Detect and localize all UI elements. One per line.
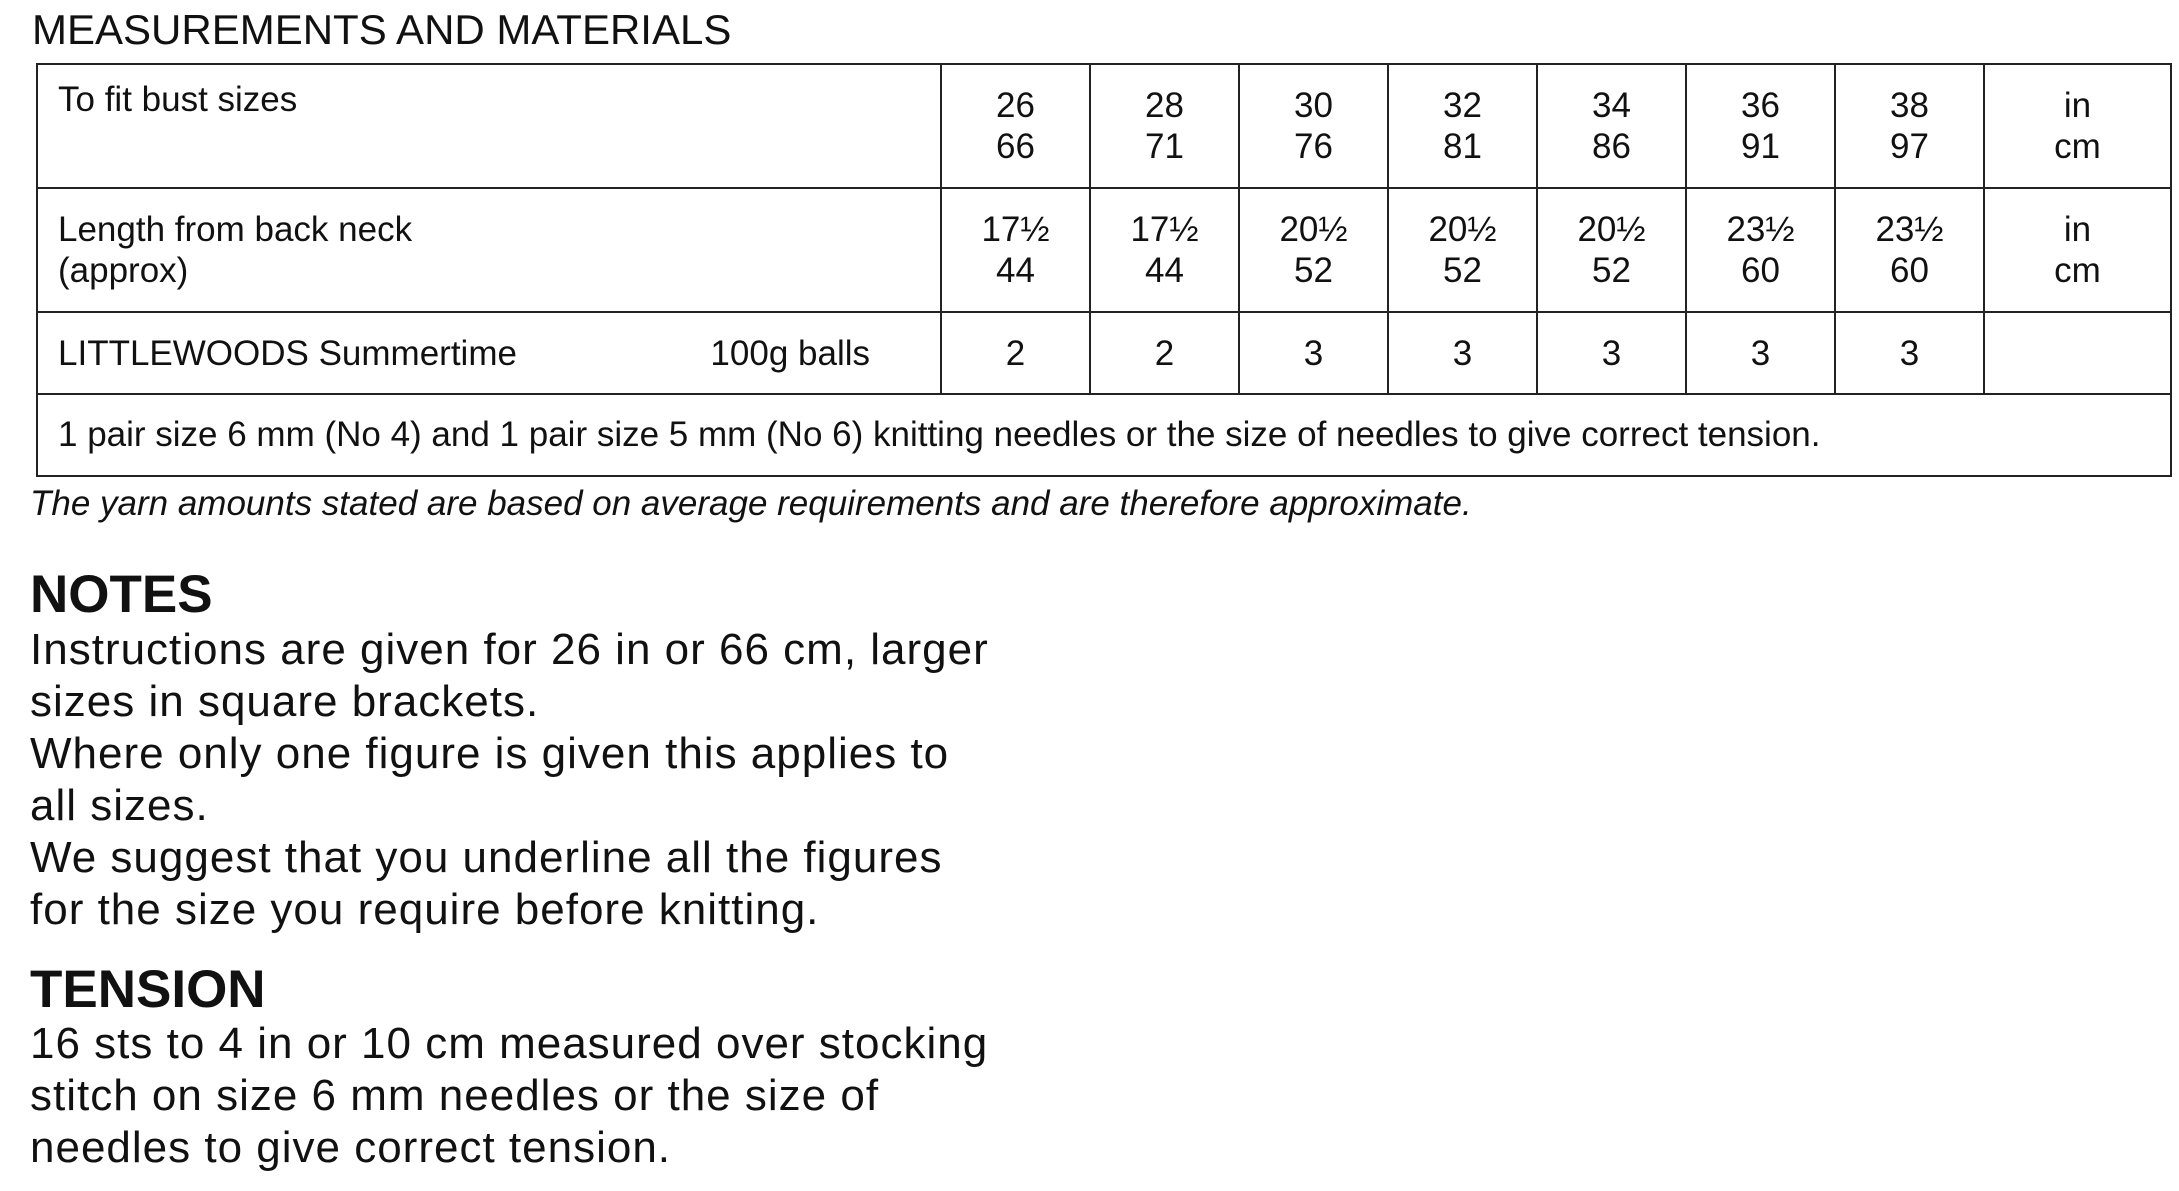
notes-line: sizes in square brackets.: [30, 677, 540, 726]
unit-cell: [1984, 312, 2171, 394]
table-row-yarn: [37, 312, 2171, 394]
table-row-needles: [37, 394, 2171, 476]
row-label-length: Length from back neck (approx): [37, 188, 941, 312]
table-cell: 30 76: [1239, 64, 1388, 188]
needles-text: 1 pair size 6 mm (No 4) and 1 pair size 5 mm (No 6) knitting needles or the size of needles to give correct tension.: [37, 394, 2171, 476]
table-cell: 32 81: [1388, 64, 1537, 188]
tension-line: needles to give correct tension.: [30, 1123, 672, 1172]
tension-body: [30, 1018, 988, 1174]
table-cell: 23½ 60: [1686, 188, 1835, 312]
notes-heading: NOTES: [30, 565, 213, 624]
table-cell: 3: [1835, 312, 1984, 394]
page-title: MEASUREMENTS AND MATERIALS: [32, 6, 732, 53]
tension-line: stitch on size 6 mm needles or the size of: [30, 1071, 880, 1120]
table-cell: 2: [1090, 312, 1239, 394]
notes-line: Instructions are given for 26 in or 66 cm, larger: [30, 625, 989, 674]
row-label-yarn: [37, 312, 941, 394]
measurements-table: [36, 63, 2172, 477]
table-cell: 20½ 52: [1239, 188, 1388, 312]
unit-cell: in cm: [1984, 188, 2171, 312]
table-cell: 34 86: [1537, 64, 1686, 188]
table-cell: 3: [1686, 312, 1835, 394]
yarn-name: LITTLEWOODS Summertime: [58, 333, 517, 373]
row-label-bust-sizes: To fit bust sizes: [37, 64, 941, 188]
table-cell: 17½ 44: [941, 188, 1090, 312]
table-cell: 36 91: [1686, 64, 1835, 188]
table-cell: 3: [1239, 312, 1388, 394]
yarn-unit: 100g balls: [710, 333, 870, 373]
table-row-bust-sizes: [37, 64, 2171, 188]
table-cell: 3: [1537, 312, 1686, 394]
table-cell: 20½ 52: [1537, 188, 1686, 312]
table-cell: 3: [1388, 312, 1537, 394]
table-cell: 26 66: [941, 64, 1090, 188]
table-row-length: [37, 188, 2171, 312]
notes-line: Where only one figure is given this applies to: [30, 729, 950, 778]
table-cell: 2: [941, 312, 1090, 394]
tension-heading: TENSION: [30, 960, 266, 1019]
table-cell: 20½ 52: [1388, 188, 1537, 312]
notes-line: We suggest that you underline all the figures: [30, 833, 943, 882]
yarn-disclaimer: The yarn amounts stated are based on average requirements and are therefore approximate.: [30, 484, 1472, 523]
table-cell: 38 97: [1835, 64, 1984, 188]
notes-body: [30, 624, 989, 936]
table-cell: 23½ 60: [1835, 188, 1984, 312]
notes-line: all sizes.: [30, 781, 209, 830]
table-cell: 28 71: [1090, 64, 1239, 188]
notes-line: for the size you require before knitting.: [30, 885, 820, 934]
unit-cell: in cm: [1984, 64, 2171, 188]
table-cell: 17½ 44: [1090, 188, 1239, 312]
tension-line: 16 sts to 4 in or 10 cm measured over stocking: [30, 1019, 989, 1068]
